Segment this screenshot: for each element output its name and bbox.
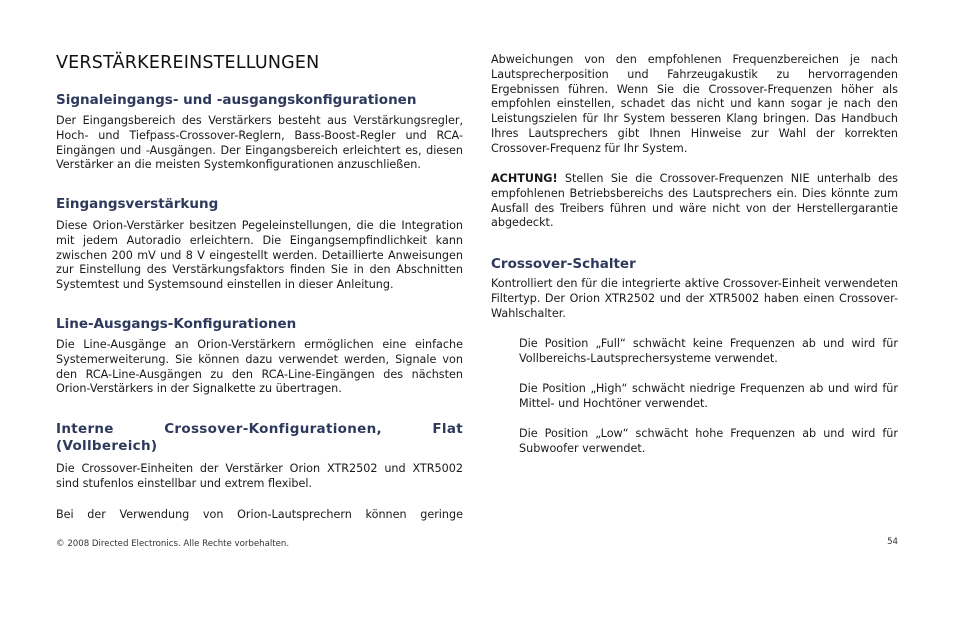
section-heading: Crossover-Schalter (491, 256, 636, 272)
option-high (491, 382, 898, 412)
warning-text: Stellen Sie die Crossover-Frequenzen NIE unterhalb des empfohlenen Betriebsbereichs des Lautsprechers ein. Dies könnte zum Ausfall des Treibers führen und wäre nicht von der Herstellergarantie abgedeckt. (491, 172, 898, 230)
section-heading: Eingangsverstärkung (56, 196, 219, 212)
option-low (491, 427, 898, 457)
paragraph: Kontrolliert den für die integrierte aktive Crossover-Einheit verwendeten Filtertyp. Der Orion XTR2502 und der XTR5002 haben einen Crossover-Wahlschalter. (491, 277, 898, 320)
section-signal-io (56, 92, 463, 109)
section-line-output (56, 316, 463, 333)
warning-label: ACHTUNG! (491, 172, 558, 185)
section-internal-crossover (56, 421, 463, 455)
paragraph: Der Eingangsbereich des Verstärkers besteht aus Verstärkungsregler, Hoch- und Tiefpass-Crossover-Reglern, Bass-Boost-Regler und RCA-Eingängen und -Ausgängen. Der Eingangsbereich erleichtert es, diesen Verstärker an die meisten Systemkonfigurationen anzuschließen. (56, 114, 463, 172)
section-heading: Interne Crossover-Konfigurationen, Flat (Vollbereich) (56, 421, 463, 454)
section-body (491, 277, 898, 321)
paragraph: Abweichungen von den empfohlenen Frequenzbereichen je nach Lautsprecherposition und Fahrzeugakustik zu hervorragenden Ergebnissen führen. Wenn Sie die Crossover-Frequenzen höher als empfohlen einstellen, schadet das nicht und kann sogar je nach den Leistungszielen für Ihr System besseren Klang bringen. Das Handbuch Ihres Lautsprechers gibt Ihnen Hinweise zur Wahl der korrekten Crossover-Frequenz für Ihr System. (491, 53, 898, 155)
warning-paragraph (491, 172, 898, 231)
section-heading: Signaleingangs- und -ausgangskonfigurationen (56, 92, 417, 108)
section-body (56, 338, 463, 397)
copyright-footer: © 2008 Directed Electronics. Alle Rechte vorbehalten. (56, 539, 290, 549)
page-number: 54 (887, 537, 898, 547)
option-full (491, 337, 898, 367)
section-input-gain (56, 196, 463, 213)
paragraph: Die Position „Full“ schwächt keine Frequenzen ab und wird für Vollbereichs-Lautsprechersysteme verwendet. (519, 337, 898, 365)
section-crossover-switch (491, 256, 898, 273)
paragraph: Die Crossover-Einheiten der Verstärker Orion XTR2502 und XTR5002 sind stufenlos einstellbar und extrem flexibel. (56, 462, 463, 490)
paragraph: Diese Orion-Verstärker besitzen Pegeleinstellungen, die die Integration mit jedem Autoradio erleichtern. Die Eingangsempfindlichkeit kann zwischen 200 mV und 8 V eingestellt werden. Detaillierte Anweisungen zur Einstellung des Verstärkungsfaktors finden Sie in den Abschnitten Systemtest und Systemsound einstellen in dieser Anleitung. (56, 219, 463, 292)
paragraph: Bei der Verwendung von Orion-Lautsprechern können geringe (56, 508, 463, 521)
paragraph: Die Position „High“ schwächt niedrige Frequenzen ab und wird für Mittel- und Hochtöner verwendet. (519, 382, 898, 410)
section-body (56, 114, 463, 173)
section-body (56, 462, 463, 492)
section-body (56, 219, 463, 293)
paragraph-continued (491, 53, 898, 157)
paragraph: Die Position „Low“ schwächt hohe Frequenzen ab und wird für Subwoofer verwendet. (519, 427, 898, 455)
section-body-continued (56, 508, 463, 523)
page-title: VERSTÄRKEREINSTELLUNGEN (56, 53, 320, 73)
paragraph: Die Line-Ausgänge an Orion-Verstärkern ermöglichen eine einfache Systemerweiterung. Sie können dazu verwendet werden, Signale von den RCA-Line-Ausgängen zu den RCA-Line-Eingängen des nächsten Orion-Verstärkers in der Signalkette zu übertragen. (56, 338, 463, 396)
paragraph (491, 172, 898, 231)
section-heading: Line-Ausgangs-Konfigurationen (56, 316, 297, 332)
